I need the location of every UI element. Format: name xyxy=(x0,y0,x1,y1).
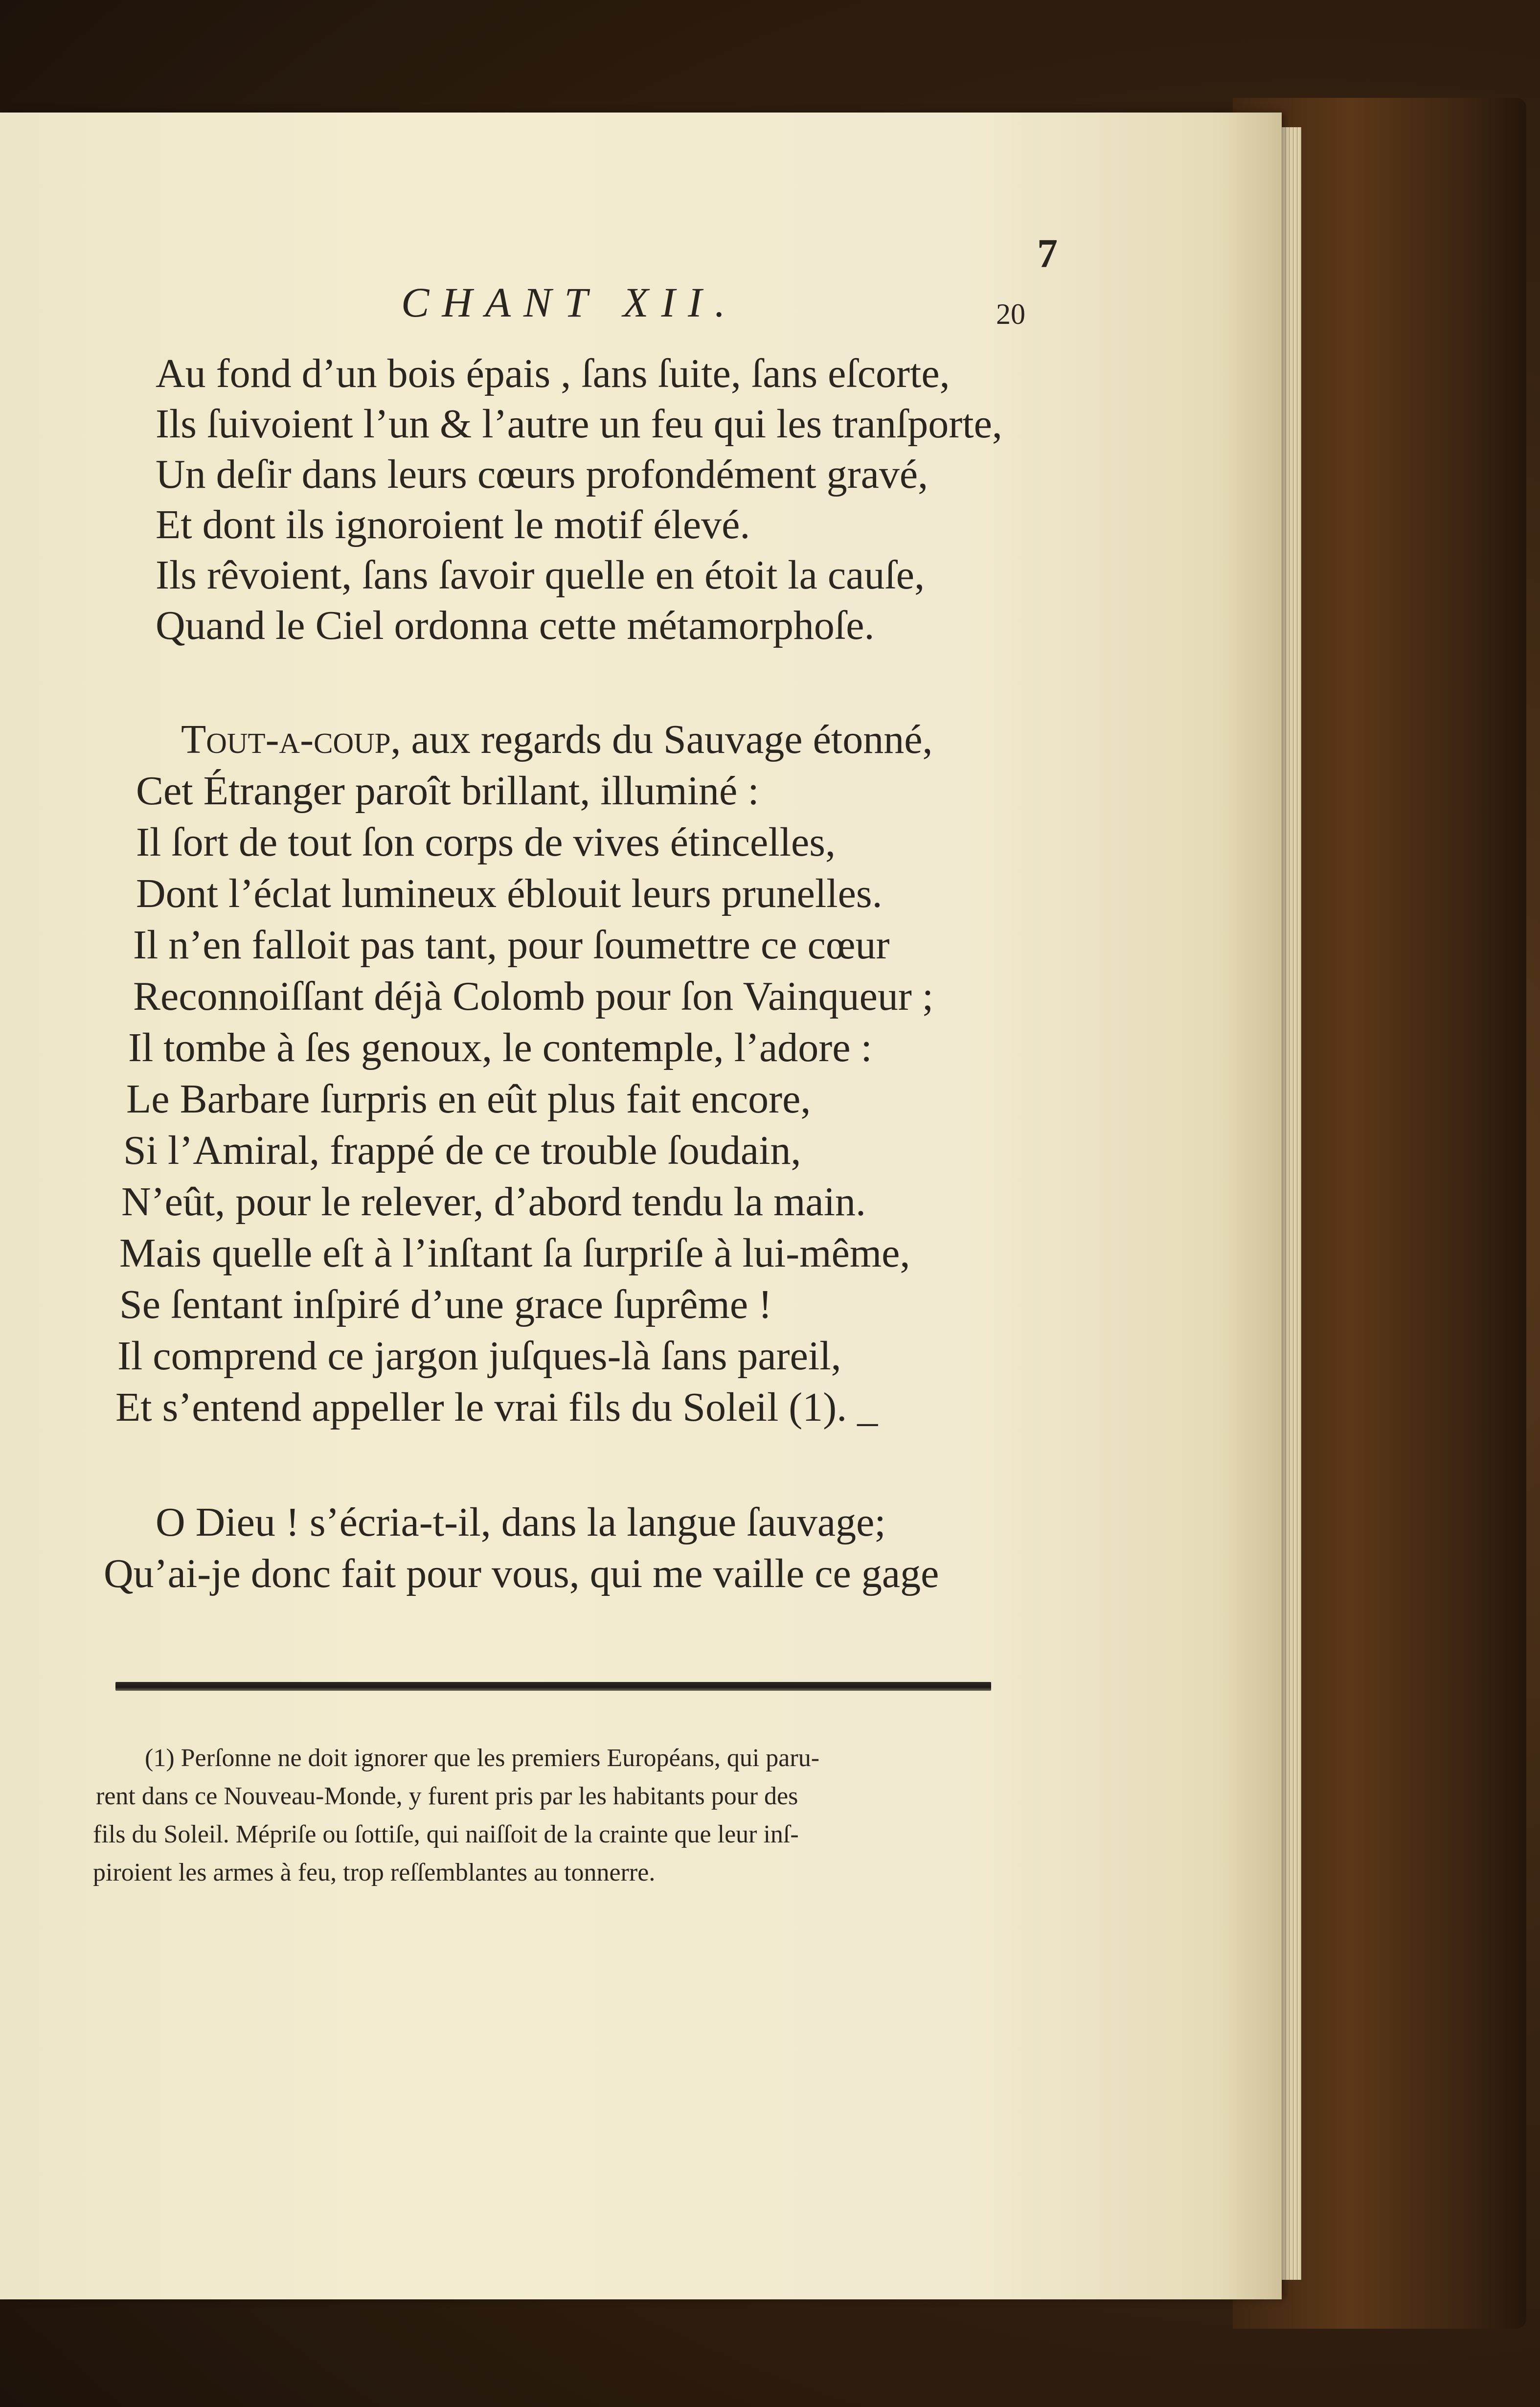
verse-line: Ils rêvoient, ſans ſavoir quelle en étoit la cauſe, xyxy=(156,552,925,598)
verse-line: Il n’en falloit pas tant, pour ſoumettre ce cœur xyxy=(133,922,890,968)
page-number: 7 xyxy=(1037,231,1058,276)
running-head: CHANT XII. xyxy=(401,279,738,326)
opening-words: Tout-a-coup xyxy=(181,717,391,762)
verse-line: Il comprend ce jargon juſques-là ſans pareil, xyxy=(117,1333,841,1379)
verse-line: Se ſentant inſpiré d’une grace ſuprême ! xyxy=(119,1282,772,1327)
verse-line-rest: , aux regards du Sauvage étonné, xyxy=(390,717,933,762)
signature-number: 20 xyxy=(996,298,1025,330)
verse-line: Il ſort de tout ſon corps de vives étincelles, xyxy=(136,819,836,865)
verse-line: Cet Étranger paroît brillant, illuminé : xyxy=(136,768,759,814)
verse-line: Dont l’éclat lumineux éblouit leurs prunelles. xyxy=(136,871,883,916)
verse-line: Si l’Amiral, frappé de ce trouble ſoudain, xyxy=(123,1128,801,1173)
verse-line: Ils ſuivoient l’un & l’autre un feu qui les tranſporte, xyxy=(156,401,1002,447)
footnote-line: (1) Perſonne ne doit ignorer que les premiers Européans, qui paru- xyxy=(145,1744,820,1772)
footnote-line: piroient les armes à feu, trop reſſemblantes au tonnerre. xyxy=(93,1859,656,1886)
verse-line: Un deſir dans leurs cœurs profondément gravé, xyxy=(156,452,929,497)
verse-line: Et s’entend appeller le vrai fils du Soleil (1). _ xyxy=(115,1385,878,1430)
verse-line: Le Barbare ſurpris en eût plus fait encore, xyxy=(126,1076,811,1122)
verse-line: Quand le Ciel ordonna cette métamorphoſe. xyxy=(156,603,875,648)
verse-line: Reconnoiſſant déjà Colomb pour ſon Vainqueur ; xyxy=(133,974,934,1019)
verse-line: O Dieu ! s’écria-t-il, dans la langue ſauvage; xyxy=(156,1499,886,1545)
verse-line: N’eût, pour le relever, d’abord tendu la main. xyxy=(121,1179,866,1225)
verse-line: Qu’ai-je donc fait pour vous, qui me vaille ce gage xyxy=(104,1551,939,1596)
verse-line: Mais quelle eſt à l’inſtant ſa ſurpriſe à lui-même, xyxy=(119,1230,910,1276)
footnote-line: fils du Soleil. Mépriſe ou ſottiſe, qui naiſſoit de la crainte que leur inſ- xyxy=(93,1820,799,1848)
verse-line: Et dont ils ignoroient le motif élevé. xyxy=(156,502,750,547)
verse-line: Au fond d’un bois épais , ſans ſuite, ſans eſcorte, xyxy=(156,351,950,396)
footnote-line: rent dans ce Nouveau-Monde, y furent pris par les habitants pour des xyxy=(96,1782,798,1810)
verse-line-first xyxy=(181,714,932,765)
footnote-rule xyxy=(115,1682,991,1691)
verse-line: Il tombe à ſes genoux, le contemple, l’adore : xyxy=(128,1025,872,1070)
